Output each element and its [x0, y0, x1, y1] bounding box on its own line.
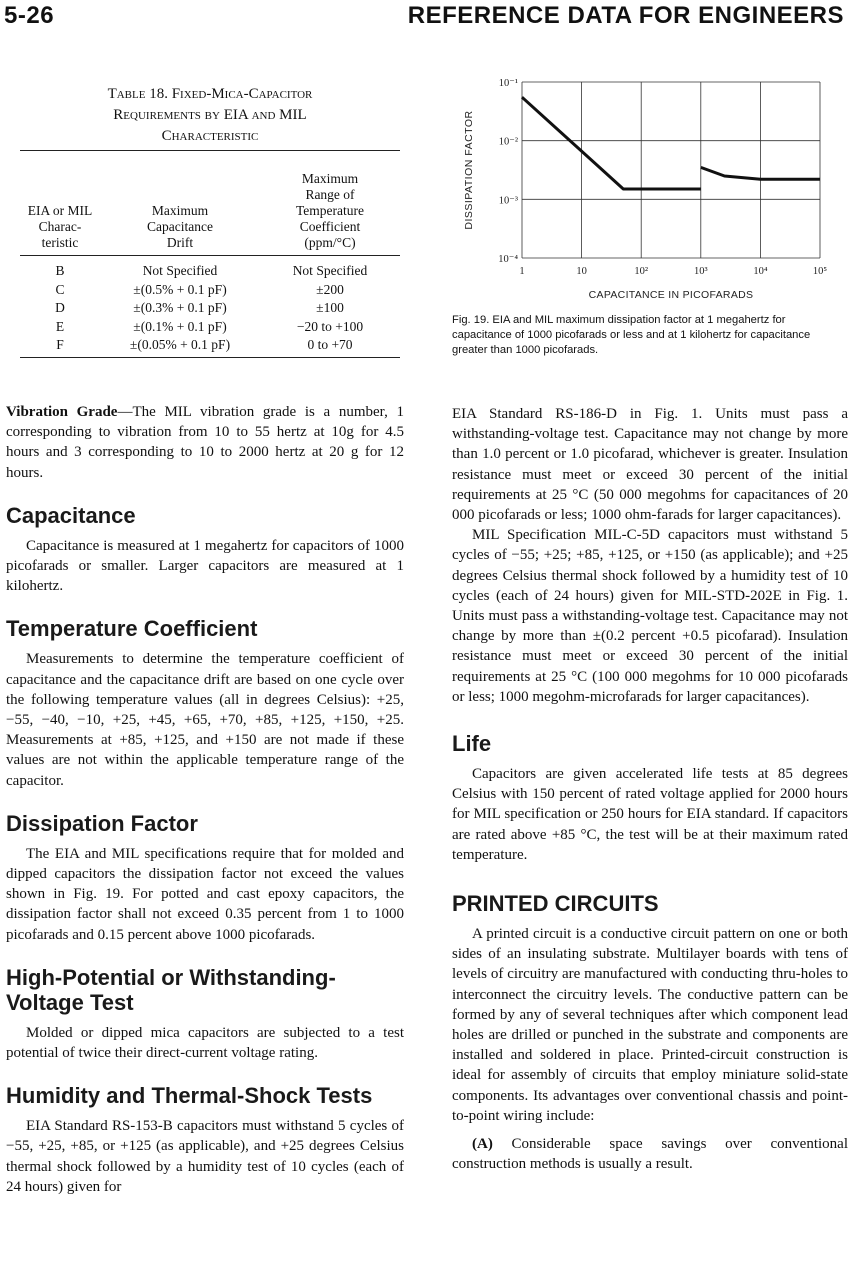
table-row [20, 281, 400, 300]
paragraph: A printed circuit is a conductive circuit pattern on one or both sides of an insulating substrate. Multilayer boards with tens of levels of circuitry are manufactured with conducting thru-holes to interconnect the circuitry levels. The conductive pattern can be formed by any of several techniques after which component lead holes are drilled or punched in the substrate and components are installed and soldered in place. Printed-circuit construction is ideal for assembly of circuits that employ miniature solid-state components. Its advantages over conventional chassis and point-to-point wiring include: [452, 926, 848, 1124]
paragraph: EIA Standard RS-153-B capacitors must withstand 5 cycles of −55, +25, +85, or +125 (as applicable), and +25 degrees Celsius thermal shock followed by a humidity test of 10 cycles (each of 24 hours) given for [6, 1118, 404, 1195]
paragraph: Molded or dipped mica capacitors are subjected to a test potential of twice their direct-current voltage rating. [6, 1024, 404, 1062]
header-text: Drift [166, 235, 194, 250]
paragraph: Measurements to determine the temperature coefficient of capacitance and the capacitance drift are based on one cycle over the following temperature values (all in degrees Celsius): +25, −55, −40, −10, +25, +45, +65, +70, +85, +125, +150, +25. Measurements at +85, +125, and +150 are not made if these values are not within the applicable temperature range of the capacitor. [6, 651, 404, 789]
capacitor-requirements-table [20, 150, 400, 358]
table-caption-line: Table 18. Fixed-Mica-Capacitor [107, 86, 313, 102]
x-tick-label: 10 [576, 266, 587, 277]
left-column [6, 402, 404, 1197]
header-text: Temperature [295, 203, 364, 218]
paragraph: EIA Standard RS-186-D in Fig. 1. Units must pass a withstanding-voltage test. Capacitance may not change by more than 1.0 percent or 1.0 picofarad, whichever is greater. Insulation resistance must meet or exceed 30 percent of the initial requirements at 25 °C (50 000 megohms for capacitances of 20 000 picofarads or less; 1000 ohm-farads for larger capacitances). [452, 406, 848, 524]
y-tick-label: 10⁻² [498, 136, 518, 148]
section-heading: High-Potential or Withstanding-Voltage Test [6, 964, 336, 1015]
header-text: Maximum [151, 203, 209, 218]
header-characteristic [20, 203, 100, 251]
table-cell: ±100 [316, 300, 344, 315]
x-axis-label: CAPACITANCE IN PICOFARADS [588, 289, 754, 301]
header-text: EIA or MIL [27, 203, 93, 218]
table-header-row [20, 151, 400, 256]
paragraph: Capacitors are given accelerated life tests at 85 degrees Celsius with 150 percent of rated voltage applied for 2000 hours for MIL specification or 250 hours for EIA standard. If capacitors are rated above +85 °C, the test will be at their maximum rated temperature. [452, 766, 848, 863]
x-tick-label: 10⁴ [753, 266, 768, 277]
figure-caption: Fig. 19. EIA and MIL maximum dissipation factor at 1 megahertz for capacitance of 1000 picofarads or less and at 1 kilohertz for capacitance greater than 1000 picofarads. [452, 314, 811, 356]
table-cell: ±(0.1% + 0.1 pF) [133, 318, 227, 334]
x-tick-label: 1 [519, 266, 525, 277]
y-tick-label: 10⁻³ [498, 195, 518, 207]
header-text: Maximum [301, 171, 359, 186]
table-cell: ±(0.05% + 0.1 pF) [129, 337, 231, 352]
table-cell: D [55, 300, 65, 315]
list-item-text: Considerable space savings over conventional construction methods is usually a result. [452, 1136, 848, 1173]
table-cell: 0 to +70 [307, 337, 353, 352]
table-body [20, 256, 400, 358]
y-tick-label: 10⁻⁴ [498, 254, 518, 265]
series-line [522, 97, 701, 189]
section-heading: Temperature Coefficient [6, 616, 258, 642]
header-text: Capacitance [147, 219, 213, 234]
table-cell: −20 to +100 [296, 318, 364, 334]
paragraph: The EIA and MIL specifications require that for molded and dipped capacitors the dissipation factor not exceed the values shown in Fig. 19. For potted and cast epoxy capacitors, the dissipation factor shall not exceed 0.35 percent from 1 to 1000 picofarads and 0.15 percent above 1000 picofarads. [6, 845, 404, 943]
section-heading: PRINTED CIRCUITS [452, 891, 659, 917]
list-item-label: (A) [472, 1136, 493, 1153]
paragraph: MIL Specification MIL-C-5D capacitors must withstand 5 cycles of −55; +25; +85, +125, or +150 (as applicable); and +25 degrees Celsius thermal shock followed by a humidity test of 10 cycles (each of 24 hours) given for MIL-STD-202E in Fig. 1. Units must pass a withstanding-voltage test. Capacitance may not change by more than ±(0.2 percent +0.5 picofarad). Insulation resistance must meet or exceed 30 percent of the initial requirements at 25 °C (100 000 megohms for 10 000 picofarads or less; 1000 megohm-microfarads for larger capacitances). [452, 527, 848, 705]
table-cell: ±200 [316, 281, 344, 297]
section-heading: Dissipation Factor [6, 810, 198, 836]
running-header-title: REFERENCE DATA FOR ENGINEERS [407, 2, 844, 29]
section-heading: Life [452, 731, 492, 757]
header-text: (ppm/°C) [304, 235, 356, 250]
table-caption-line: Characteristic [161, 128, 259, 144]
table-row [20, 336, 400, 355]
run-in-heading: Vibration Grade [6, 404, 118, 420]
page-number: 5-26 [4, 2, 55, 29]
x-tick-label: 10³ [693, 266, 708, 277]
y-axis-label: DISSIPATION FACTOR [463, 110, 475, 230]
table-caption-line: Requirements by EIA and MIL [113, 107, 307, 123]
header-text: Charac- [38, 219, 82, 234]
table-cell: Not Specified [292, 263, 368, 278]
table-cell: C [55, 281, 65, 297]
x-tick-label: 10⁵ [812, 266, 828, 277]
x-tick-label: 10² [634, 266, 649, 277]
vibration-paragraph [6, 402, 404, 483]
table-row [20, 262, 400, 281]
header-capacitance-drift [100, 203, 260, 251]
table-cell: B [55, 263, 65, 278]
dissipation-factor-chart [452, 60, 847, 315]
table-cell: Not Specified [142, 263, 218, 278]
right-column [452, 404, 848, 1175]
table-cell: F [56, 337, 64, 352]
table-cell: E [55, 318, 65, 334]
header-text: Range of [305, 187, 355, 202]
y-tick-label: 10⁻¹ [498, 78, 518, 89]
section-heading: Humidity and Thermal-Shock Tests [6, 1083, 373, 1109]
header-temperature-coefficient [260, 171, 400, 251]
table-cell: ±(0.3% + 0.1 pF) [133, 300, 227, 315]
paragraph-text: —The MIL vibration grade is a number, 1 corresponding to vibration from 10 to 55 hertz at 10g for 4.5 hours and 3 corresponding to 10 to 2000 hertz at 20 g for 12 hours. [6, 404, 404, 481]
list-item [452, 1134, 848, 1174]
header-text: Coefficient [299, 219, 361, 234]
header-text: teristic [41, 235, 79, 250]
section-heading: Capacitance [6, 502, 136, 528]
table-caption [20, 84, 400, 147]
table-row [20, 299, 400, 318]
paragraph: Capacitance is measured at 1 megahertz for capacitors of 1000 picofarads or smaller. Larger capacitors are measured at 1 kilohertz. [6, 537, 404, 595]
table-row [20, 318, 400, 337]
table-cell: ±(0.5% + 0.1 pF) [133, 281, 227, 297]
